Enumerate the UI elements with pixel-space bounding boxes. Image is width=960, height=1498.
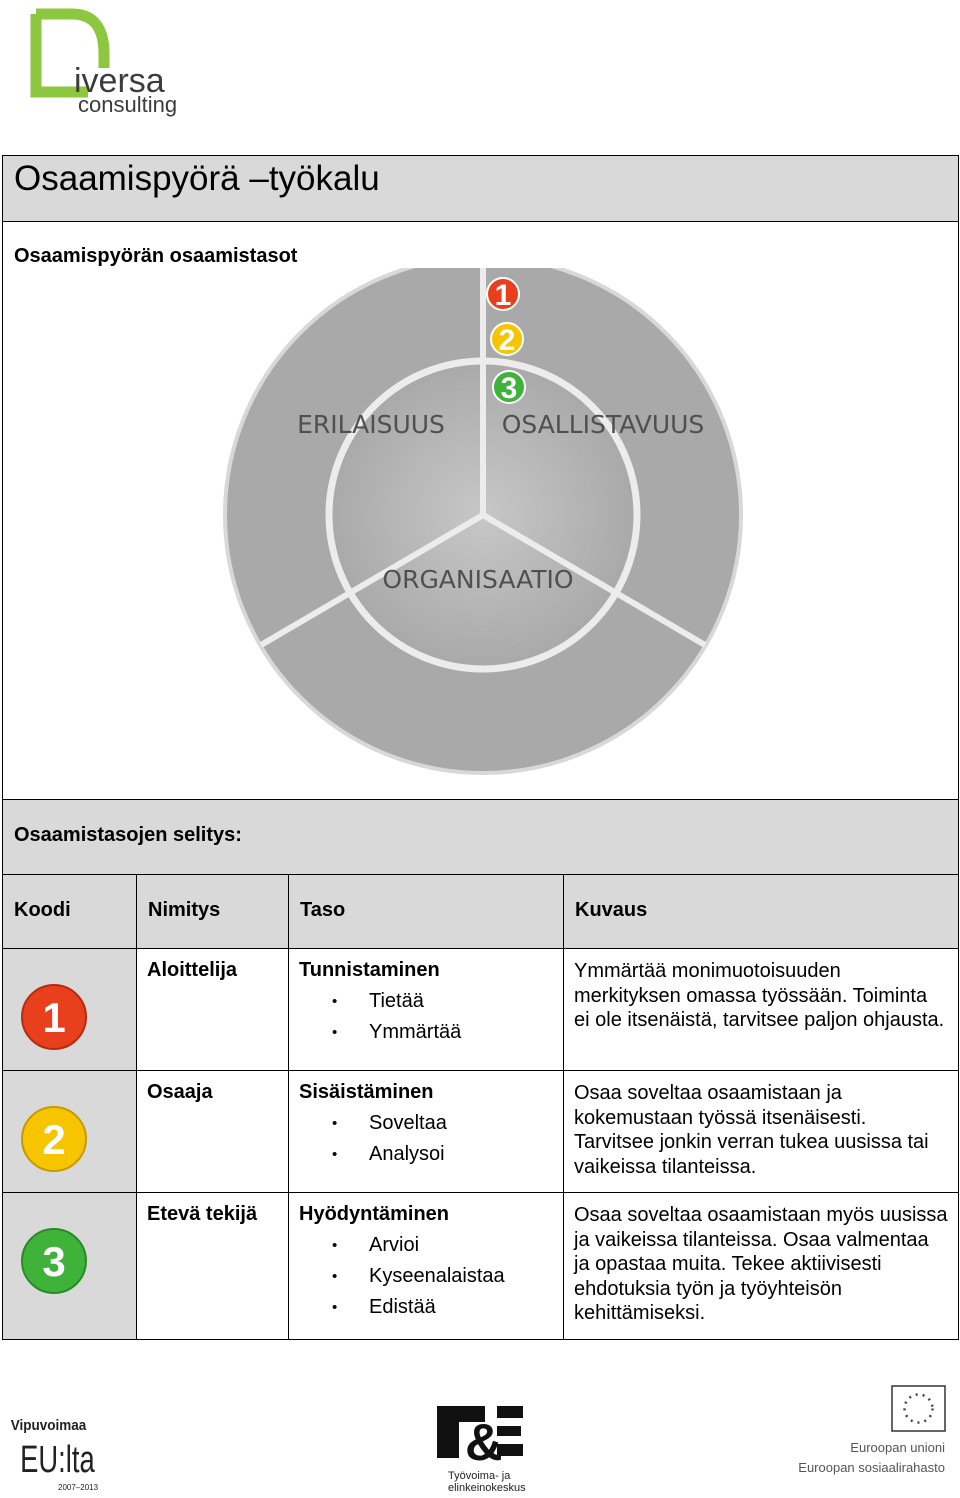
svg-text:3: 3 <box>500 372 518 405</box>
level-name: Osaaja <box>147 1081 213 1103</box>
level-item: • Edistää <box>332 1292 563 1323</box>
svg-text:1: 1 <box>494 279 512 312</box>
level-item: • Soveltaa <box>332 1108 563 1139</box>
level-item: • Ymmärtää <box>332 1017 563 1048</box>
wheel-cell <box>3 222 959 800</box>
svg-text:2: 2 <box>498 324 516 357</box>
svg-text:2: 2 <box>42 1116 66 1163</box>
level-description: Osaa soveltaa osaamistaan myös uusissa ja vaikeissa tilanteissa. Osaa valmentaa ja opastaa muita. Tekee aktiivisesti ehdotuksia työn ja työyhteisön kehittämiseksi. <box>574 1204 948 1324</box>
svg-text:Euroopan unioni: Euroopan unioni <box>850 1440 945 1455</box>
col-header-name: Nimitys <box>148 899 221 921</box>
level-name: Etevä tekijä <box>147 1203 258 1225</box>
svg-text:2007–2013: 2007–2013 <box>58 1483 99 1492</box>
diversa-logo <box>14 8 214 128</box>
level-1-badge <box>19 982 89 1052</box>
te-keskus-logo <box>437 1406 526 1493</box>
level-stage: Hyödyntäminen <box>299 1203 450 1225</box>
level-name: Aloittelija <box>147 959 238 981</box>
footer <box>0 1380 960 1493</box>
eu-logo <box>798 1386 945 1475</box>
level-description: Osaa soveltaa osaamistaan ja kokemustaan työssä itsenäisesti. Tarvitsee jonkin verran tukea uusissa tai vaikeissa tilanteissa. <box>574 1082 929 1178</box>
wheel-label-left: ERILAISUUS <box>297 410 445 439</box>
svg-text:elinkeinokeskus: elinkeinokeskus <box>448 1482 526 1493</box>
level-item: • Kyseenalaistaa <box>332 1261 563 1292</box>
svg-text:3: 3 <box>42 1238 66 1285</box>
svg-text:Työvoima- ja: Työvoima- ja <box>448 1470 511 1482</box>
table-row <box>3 1071 959 1193</box>
logo-word-diversa: iversa <box>74 62 165 100</box>
explain-heading: Osaamistasojen selitys: <box>14 824 242 846</box>
svg-text:1: 1 <box>42 994 66 1041</box>
competence-wheel <box>3 268 957 798</box>
level-2-badge <box>19 1104 89 1174</box>
logo-word-consulting: consulting <box>78 92 178 117</box>
level-item: • Arvioi <box>332 1230 563 1261</box>
level-stage: Sisäistäminen <box>299 1081 434 1103</box>
subtitle: Osaamispyörän osaamistasot <box>14 245 298 267</box>
col-header-desc: Kuvaus <box>575 899 648 921</box>
page-title: Osaamispyörä –työkalu <box>14 159 380 198</box>
col-header-level: Taso <box>300 899 346 921</box>
vipuvoimaa-logo <box>11 1417 99 1492</box>
col-header-code: Koodi <box>14 899 71 921</box>
level-item: • Tietää <box>332 986 563 1017</box>
table-row <box>3 1193 959 1340</box>
level-stage: Tunnistaminen <box>299 959 440 981</box>
main-table <box>2 155 959 1340</box>
level-description: Ymmärtää monimuotoisuuden merkityksen omassa työssään. Toiminta ei ole itsenäistä, tarvitsee paljon ohjausta. <box>574 960 945 1031</box>
svg-text:EU:lta: EU:lta <box>20 1438 95 1482</box>
svg-text:Euroopan sosiaalirahasto: Euroopan sosiaalirahasto <box>798 1460 945 1475</box>
svg-text:&: & <box>465 1414 503 1472</box>
wheel-label-bottom: ORGANISAATIO <box>382 565 574 594</box>
level-3-badge <box>19 1226 89 1296</box>
table-row <box>3 949 959 1071</box>
level-item: • Analysoi <box>332 1139 563 1170</box>
svg-text:Vipuvoimaa: Vipuvoimaa <box>10 1417 87 1435</box>
wheel-label-right: OSALLISTAVUUS <box>501 410 705 439</box>
